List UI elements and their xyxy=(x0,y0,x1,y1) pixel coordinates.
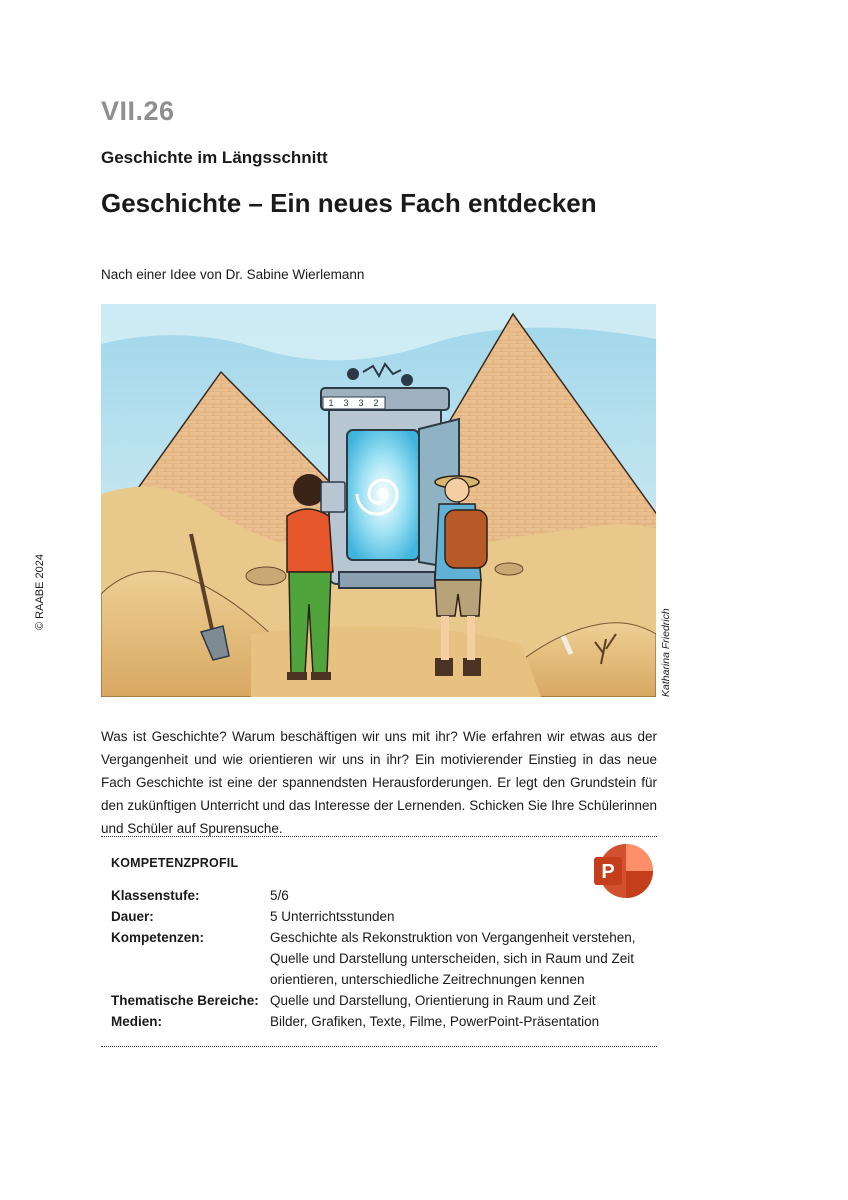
profile-row-competences xyxy=(111,927,651,990)
copyright-note: © RAABE 2024 xyxy=(34,554,46,630)
competence-profile xyxy=(111,885,651,1032)
profile-key: Kompetenzen: xyxy=(111,930,205,945)
divider-bottom xyxy=(101,1046,657,1047)
profile-row-duration xyxy=(111,906,651,927)
machine-base xyxy=(339,572,435,588)
document-code: VII.26 xyxy=(101,96,175,126)
antenna-right xyxy=(401,374,413,386)
rock-left xyxy=(246,567,286,585)
illustration-credit: Katharina Friedrich xyxy=(660,608,672,697)
profile-row-media xyxy=(111,1011,651,1032)
profile-row-grade xyxy=(111,885,651,906)
profile-value: 5/6 xyxy=(270,888,289,903)
profile-value: 5 Unterrichtsstunden xyxy=(270,909,395,924)
author-note: Nach einer Idee von Dr. Sabine Wierlemann xyxy=(101,267,365,282)
profile-key: Thematische Bereiche: xyxy=(111,993,259,1008)
profile-key: Dauer: xyxy=(111,909,154,924)
counter-digit-2: 3 xyxy=(343,398,349,408)
profile-value: Geschichte als Rekonstruktion von Vergangenheit verstehen, Quelle und Darstellung unterscheiden, sich in Raum und Zeit orientieren, unterschiedliche Zeitrechnungen kennen xyxy=(270,930,636,987)
page-title: Geschichte – Ein neues Fach entdecken xyxy=(101,188,597,218)
cover-illustration xyxy=(101,304,656,697)
profile-key: Medien: xyxy=(111,1014,163,1029)
profile-heading: KOMPETENZPROFIL xyxy=(111,856,239,870)
antenna-left xyxy=(347,368,359,380)
counter-digit-3: 3 xyxy=(358,398,364,408)
profile-value: Bilder, Grafiken, Texte, Filme, PowerPoint-Präsentation xyxy=(270,1014,600,1029)
profile-key: Klassenstufe: xyxy=(111,888,200,903)
profile-row-topics xyxy=(111,990,651,1011)
intro-paragraph: Was ist Geschichte? Warum beschäftigen wir uns mit ihr? Wie erfahren wir etwas aus der Vergangenheit und wie orientieren wir uns in ihr? Ein motivierender Einstieg in das neue Fach Geschichte ist eine der spannendsten Herausforderungen. Er legt den Grundstein für den zukünftigen Unterricht und das Interesse der Lernenden. Schicken Sie Ihre Schülerinnen und Schüler auf Spurensuche. xyxy=(101,729,657,836)
profile-value: Quelle und Darstellung, Orientierung in Raum und Zeit xyxy=(270,993,596,1008)
rock-right xyxy=(495,563,523,575)
series-title: Geschichte im Längsschnitt xyxy=(101,148,328,167)
counter-digit-4: 2 xyxy=(373,398,379,408)
counter-digit-1: 1 xyxy=(328,398,334,408)
divider-top xyxy=(101,836,657,837)
ppt-letter: P xyxy=(601,861,615,883)
